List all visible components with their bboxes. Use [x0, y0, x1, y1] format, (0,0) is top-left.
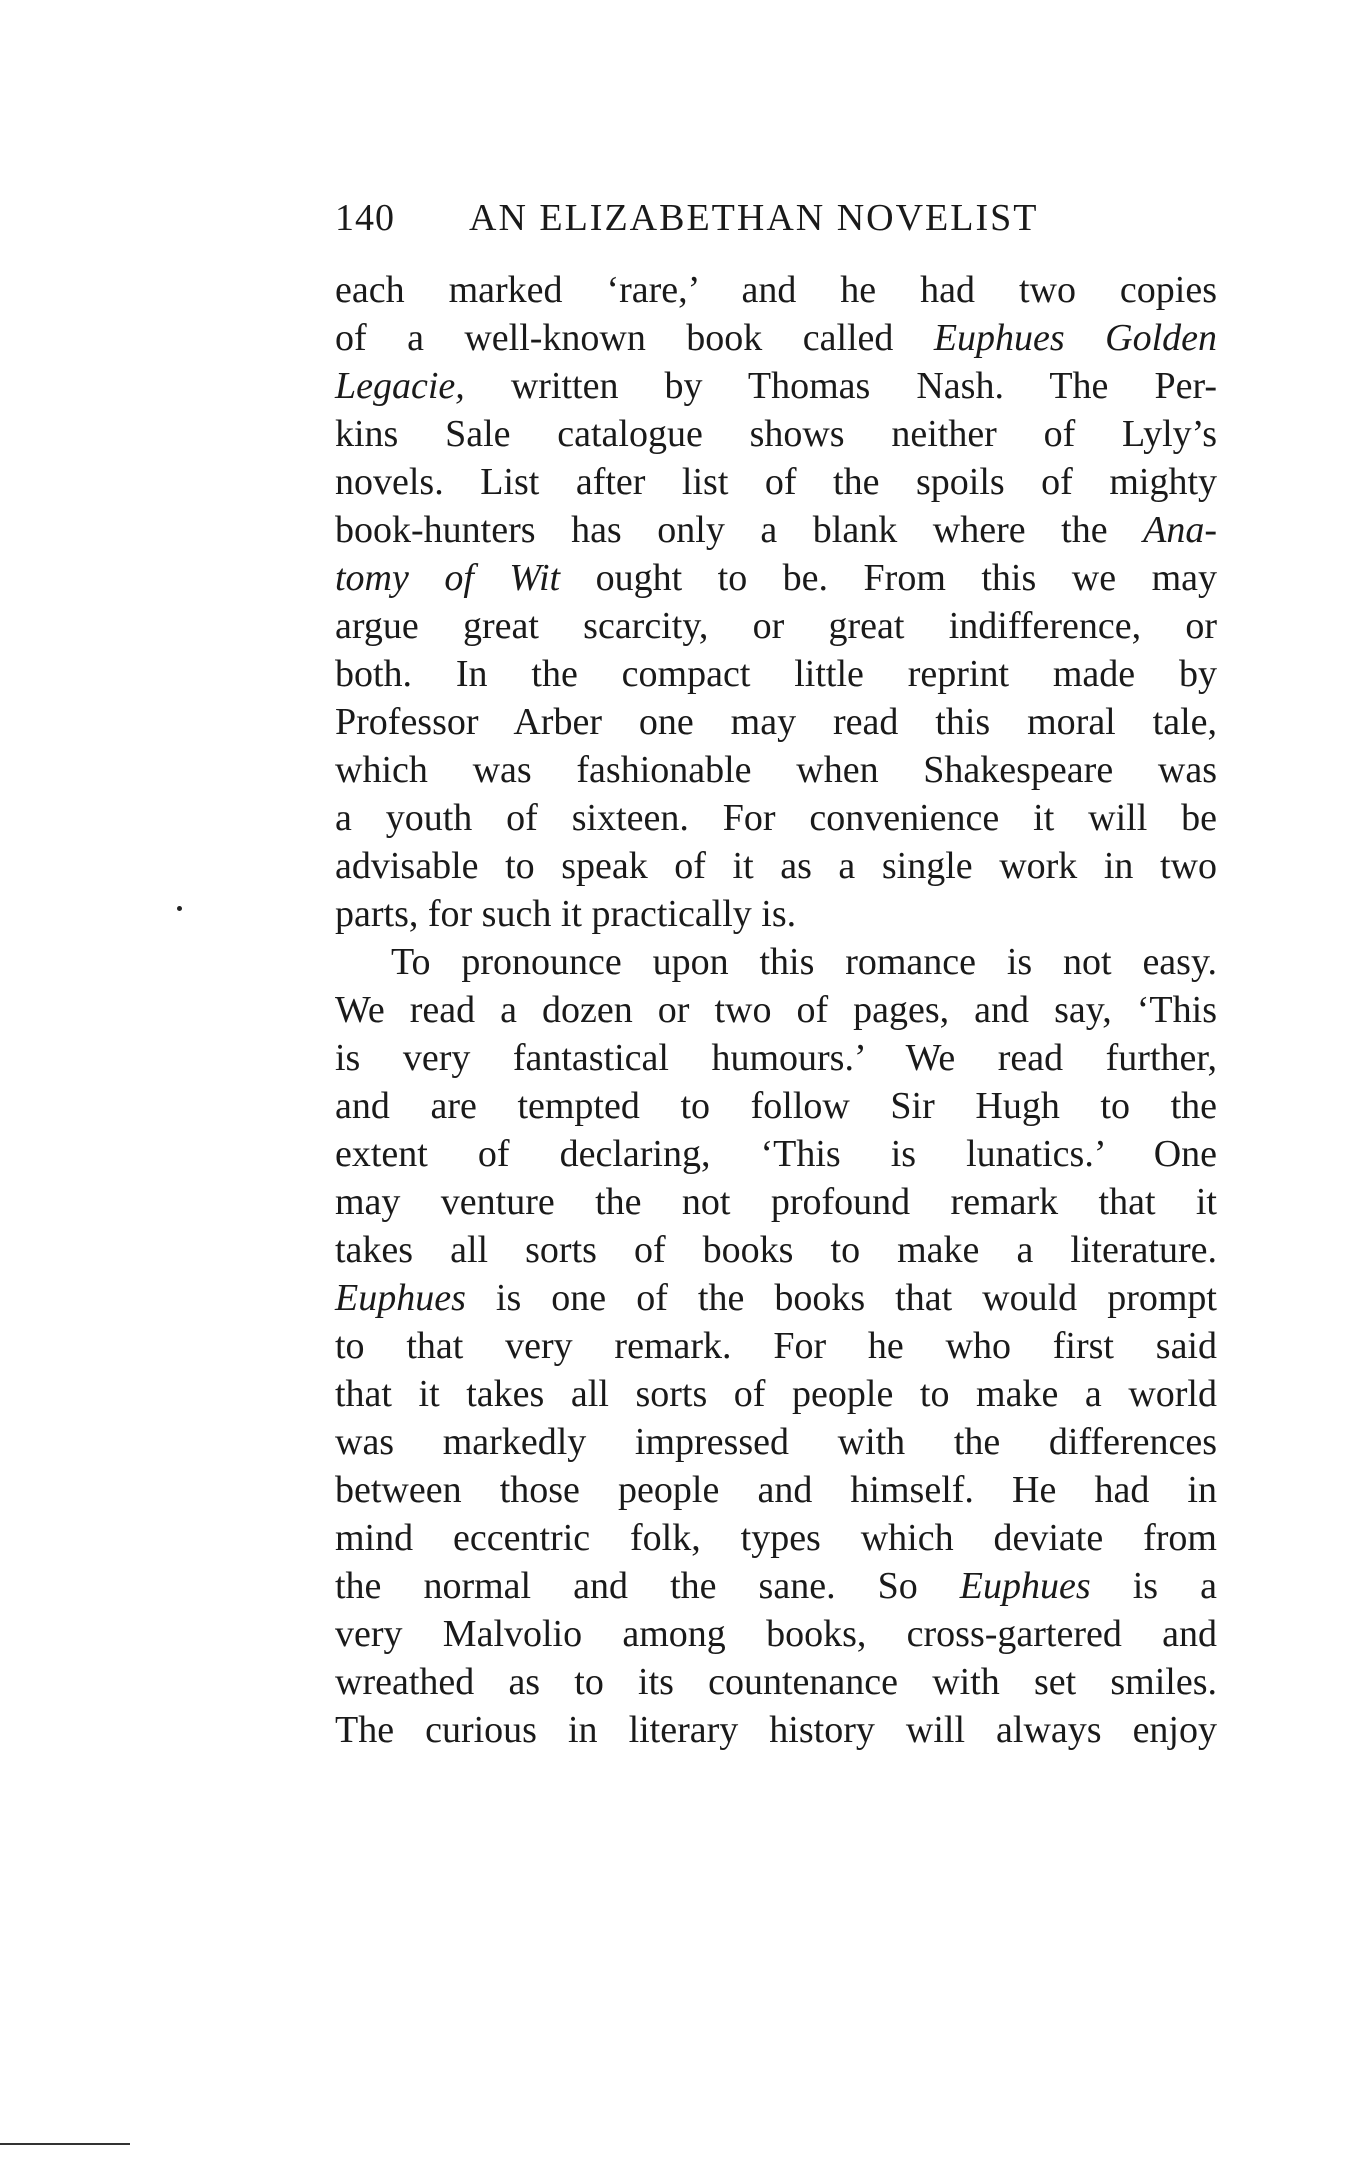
italic-title: tomy of Wit — [335, 557, 561, 599]
text-line: very Malvolio among books, cross-gartered and — [335, 1613, 1217, 1655]
italic-title: Euphues — [335, 1277, 466, 1319]
text-line: the normal and the sane. So Euphues is a — [335, 1565, 1217, 1607]
text-line: wreathed as to its countenance with set smiles. — [335, 1661, 1217, 1703]
margin-speck — [177, 906, 182, 911]
bottom-rule — [0, 2143, 130, 2145]
text-line: book-hunters has only a blank where the Ana- — [335, 509, 1217, 551]
text-line: Legacie, written by Thomas Nash. The Per- — [335, 365, 1217, 407]
running-title: AN ELIZABETHAN NOVELIST — [469, 197, 1039, 239]
italic-title: Legacie, — [335, 365, 465, 407]
text-line: kins Sale catalogue shows neither of Lyly’s — [335, 413, 1217, 455]
text-line: may venture the not profound remark that it — [335, 1181, 1217, 1223]
running-head — [335, 196, 1215, 246]
text-line: Professor Arber one may read this moral tale, — [335, 701, 1217, 743]
italic-title: Euphues Golden — [933, 317, 1217, 359]
text-line: between those people and himself. He had in — [335, 1469, 1217, 1511]
text-line: Euphues is one of the books that would prompt — [335, 1277, 1217, 1319]
body-text — [335, 266, 1217, 1754]
text-line: is very fantastical humours.’ We read further, — [335, 1037, 1217, 1079]
text-line: novels. List after list of the spoils of mighty — [335, 461, 1217, 503]
text-line: a youth of sixteen. For convenience it will be — [335, 797, 1217, 839]
text-line: and are tempted to follow Sir Hugh to the — [335, 1085, 1217, 1127]
page-number: 140 — [335, 197, 395, 239]
text-line: takes all sorts of books to make a literature. — [335, 1229, 1217, 1271]
text-line: The curious in literary history will always enjoy — [335, 1709, 1217, 1751]
text-line: To pronounce upon this romance is not easy. — [391, 941, 1217, 983]
text-line: to that very remark. For he who first said — [335, 1325, 1217, 1367]
text-line: both. In the compact little reprint made by — [335, 653, 1217, 695]
text-line: We read a dozen or two of pages, and say, ‘This — [335, 989, 1217, 1031]
text-line: extent of declaring, ‘This is lunatics.’ One — [335, 1133, 1217, 1175]
text-line: each marked ‘rare,’ and he had two copies — [335, 269, 1217, 311]
italic-title: Ana- — [1143, 509, 1217, 551]
text-line: of a well-known book called Euphues Golden — [335, 317, 1217, 359]
italic-title: Euphues — [959, 1565, 1091, 1607]
text-line: parts, for such it practically is. — [335, 893, 797, 935]
text-line: was markedly impressed with the differences — [335, 1421, 1217, 1463]
text-line: which was fashionable when Shakespeare was — [335, 749, 1217, 791]
text-line: advisable to speak of it as a single work in two — [335, 845, 1217, 887]
text-line: argue great scarcity, or great indifference, or — [335, 605, 1217, 647]
text-line: tomy of Wit ought to be. From this we may — [335, 557, 1217, 599]
text-line: that it takes all sorts of people to make a world — [335, 1373, 1217, 1415]
text-line: mind eccentric folk, types which deviate from — [335, 1517, 1217, 1559]
